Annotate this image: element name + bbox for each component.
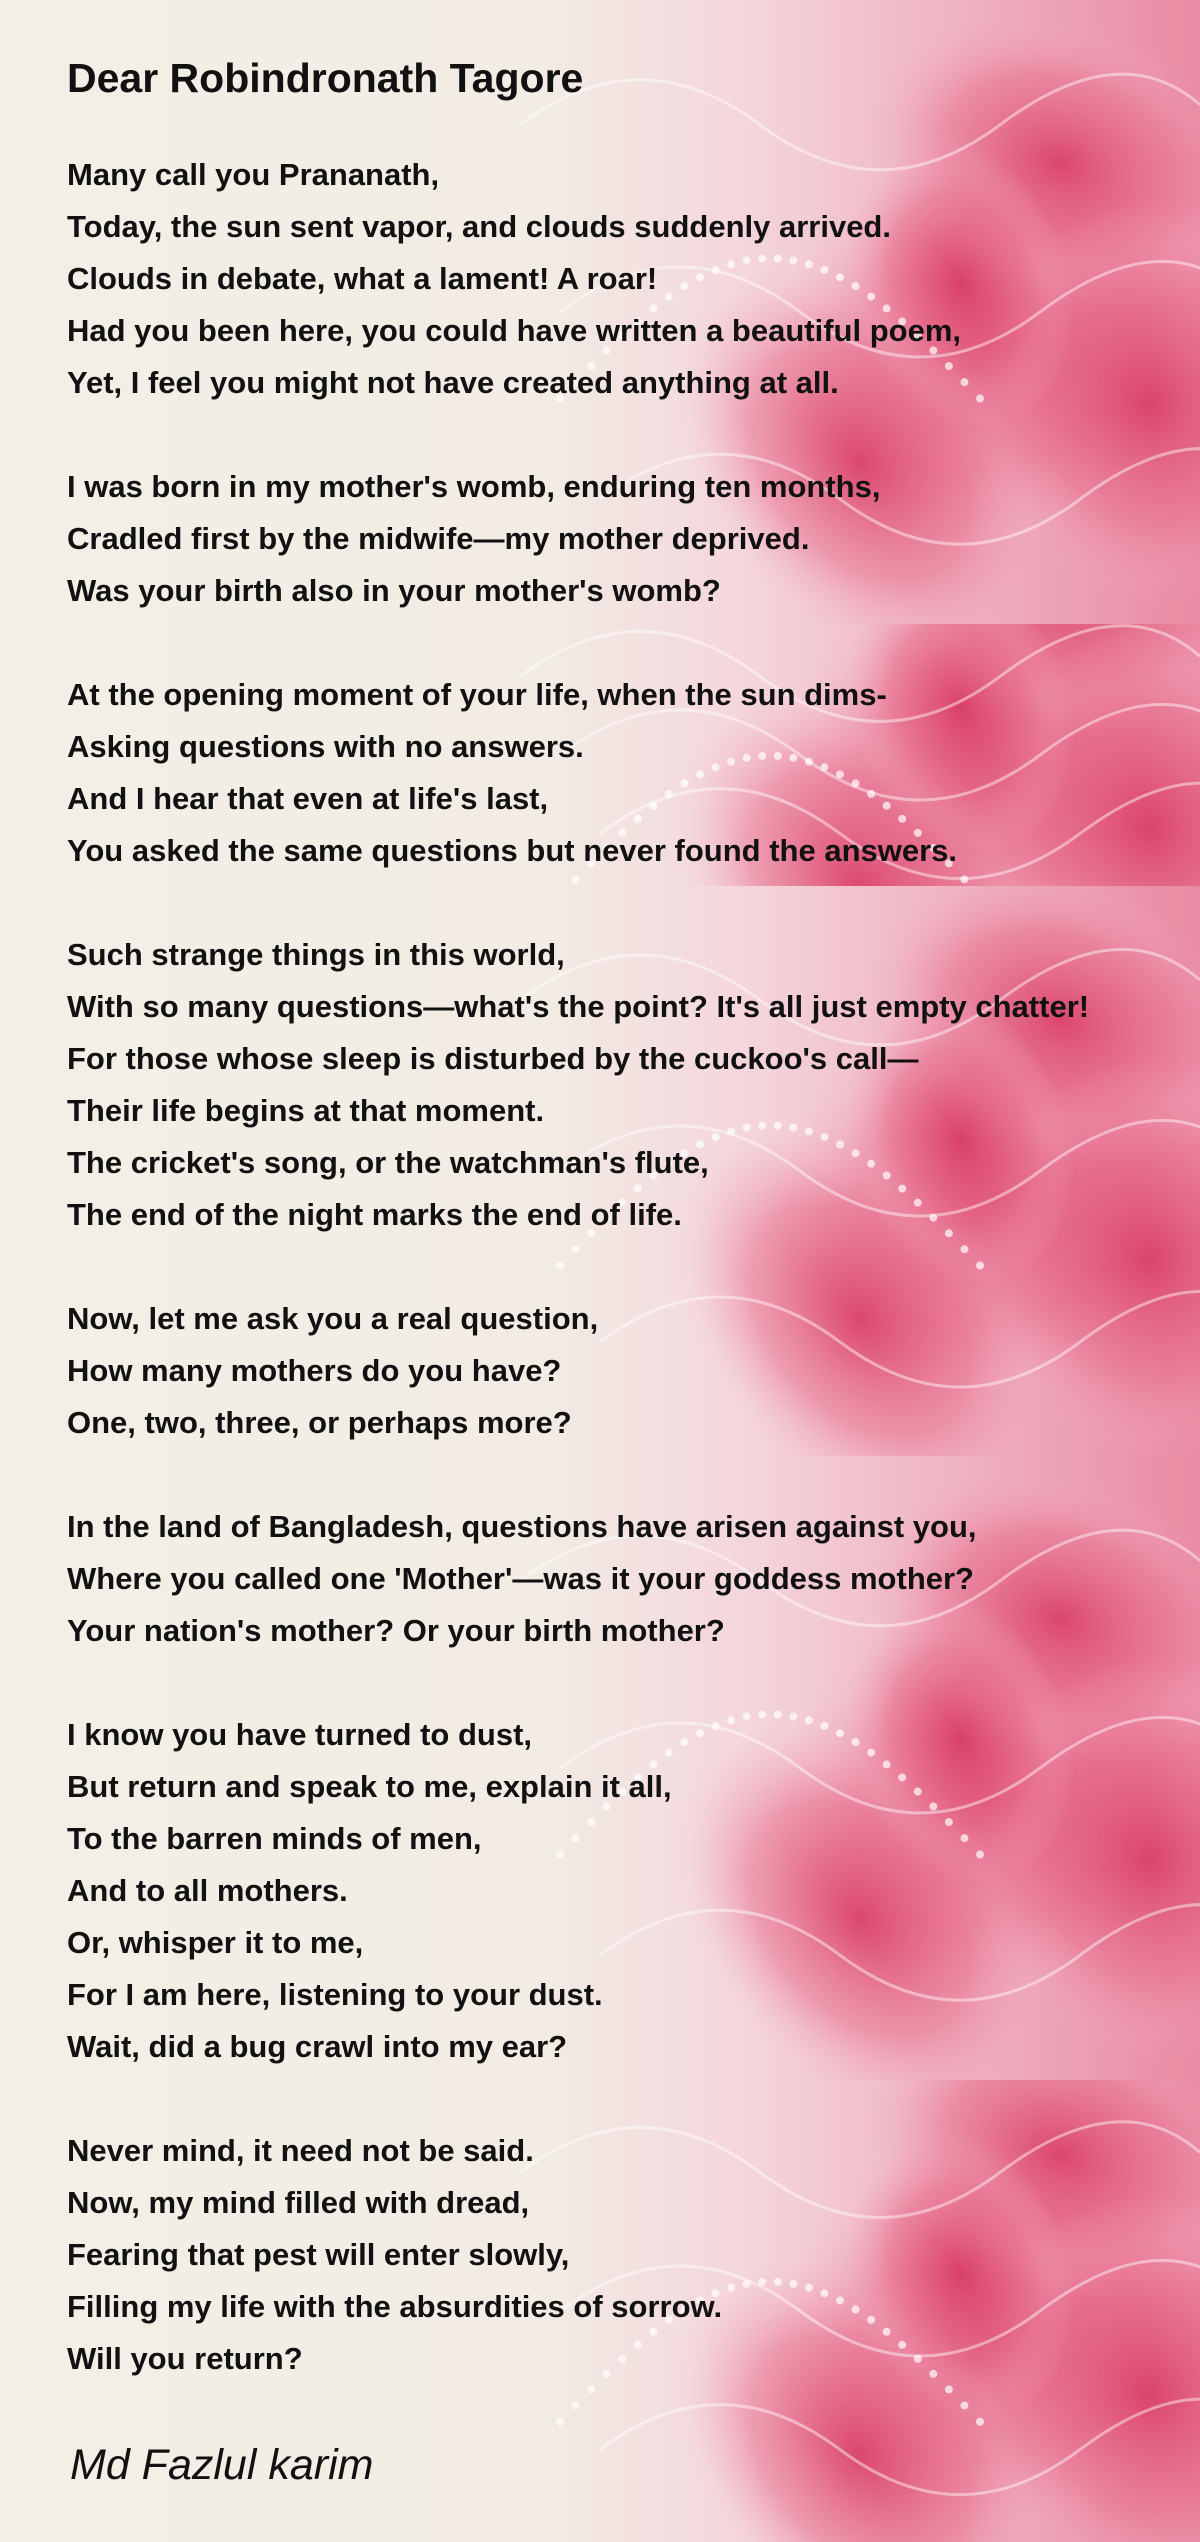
poem-line: And to all mothers. bbox=[67, 1873, 348, 1908]
poem-line: Clouds in debate, what a lament! A roar! bbox=[67, 261, 658, 296]
stanza-gap bbox=[67, 617, 1089, 669]
stanza-gap bbox=[67, 1657, 1089, 1709]
stanza-gap bbox=[67, 1241, 1089, 1293]
stanza-gap bbox=[67, 877, 1089, 929]
poem-author: Md Fazlul karim bbox=[70, 2441, 374, 2489]
poem-line: You asked the same questions but never found the answers. bbox=[67, 833, 958, 868]
stanza-gap bbox=[67, 2073, 1089, 2125]
poem-line: To the barren minds of men, bbox=[67, 1821, 482, 1856]
poem-line: Such strange things in this world, bbox=[67, 937, 565, 972]
decorative-dot bbox=[976, 2418, 984, 2426]
poem-line: Today, the sun sent vapor, and clouds suddenly arrived. bbox=[67, 209, 891, 244]
decorative-dot bbox=[572, 2401, 580, 2409]
stanza-gap bbox=[67, 409, 1089, 461]
poem-line: With so many questions—what's the point? It's all just empty chatter! bbox=[67, 989, 1090, 1024]
decorative-dot bbox=[945, 2385, 953, 2393]
decorative-dot bbox=[587, 2385, 595, 2393]
poem-line: Will you return? bbox=[67, 2341, 303, 2376]
poem-line: Was your birth also in your mother's womb? bbox=[67, 573, 721, 608]
poem-line: Where you called one 'Mother'—was it your goddess mother? bbox=[67, 1561, 974, 1596]
poem-line: And I hear that even at life's last, bbox=[67, 781, 549, 816]
poem-line: Never mind, it need not be said. bbox=[67, 2133, 534, 2168]
poem-line: For I am here, listening to your dust. bbox=[67, 1977, 603, 2012]
poem-line: I know you have turned to dust, bbox=[67, 1717, 533, 1752]
poem-line: Your nation's mother? Or your birth mother? bbox=[67, 1613, 725, 1648]
poem-line: The end of the night marks the end of life. bbox=[67, 1197, 682, 1232]
poem-line: Fearing that pest will enter slowly, bbox=[67, 2237, 570, 2272]
poem-line: Their life begins at that moment. bbox=[67, 1093, 545, 1128]
decorative-dot bbox=[556, 2418, 564, 2426]
stanza-gap bbox=[67, 1449, 1089, 1501]
poem-line: Had you been here, you could have written a beautiful poem, bbox=[67, 313, 961, 348]
poem-line: For those whose sleep is disturbed by the cuckoo's call— bbox=[67, 1041, 919, 1076]
poem-line: But return and speak to me, explain it all, bbox=[67, 1769, 672, 1804]
poem-line: Cradled first by the midwife—my mother deprived. bbox=[67, 521, 810, 556]
decorative-dot bbox=[960, 2401, 968, 2409]
poem-line: Yet, I feel you might not have created anything at all. bbox=[67, 365, 839, 400]
poem-line: Asking questions with no answers. bbox=[67, 729, 584, 764]
poem-line: The cricket's song, or the watchman's flute, bbox=[67, 1145, 709, 1180]
poem-line: Filling my life with the absurdities of sorrow. bbox=[67, 2289, 723, 2324]
poem-line: I was born in my mother's womb, enduring ten months, bbox=[67, 469, 881, 504]
poem-line: How many mothers do you have? bbox=[67, 1353, 562, 1388]
poem-line: Or, whisper it to me, bbox=[67, 1925, 364, 1960]
poem-line: In the land of Bangladesh, questions have arisen against you, bbox=[67, 1509, 977, 1544]
poem-line: Wait, did a bug crawl into my ear? bbox=[67, 2029, 568, 2064]
poem-line: Many call you Prananath, bbox=[67, 157, 440, 192]
poem-title: Dear Robindronath Tagore bbox=[67, 55, 584, 101]
poem-line: Now, let me ask you a real question, bbox=[67, 1301, 599, 1336]
poem-line: One, two, three, or perhaps more? bbox=[67, 1405, 572, 1440]
poem-body bbox=[67, 149, 1089, 2385]
poem-line: At the opening moment of your life, when the sun dims- bbox=[67, 677, 887, 712]
poem-line: Now, my mind filled with dread, bbox=[67, 2185, 530, 2220]
